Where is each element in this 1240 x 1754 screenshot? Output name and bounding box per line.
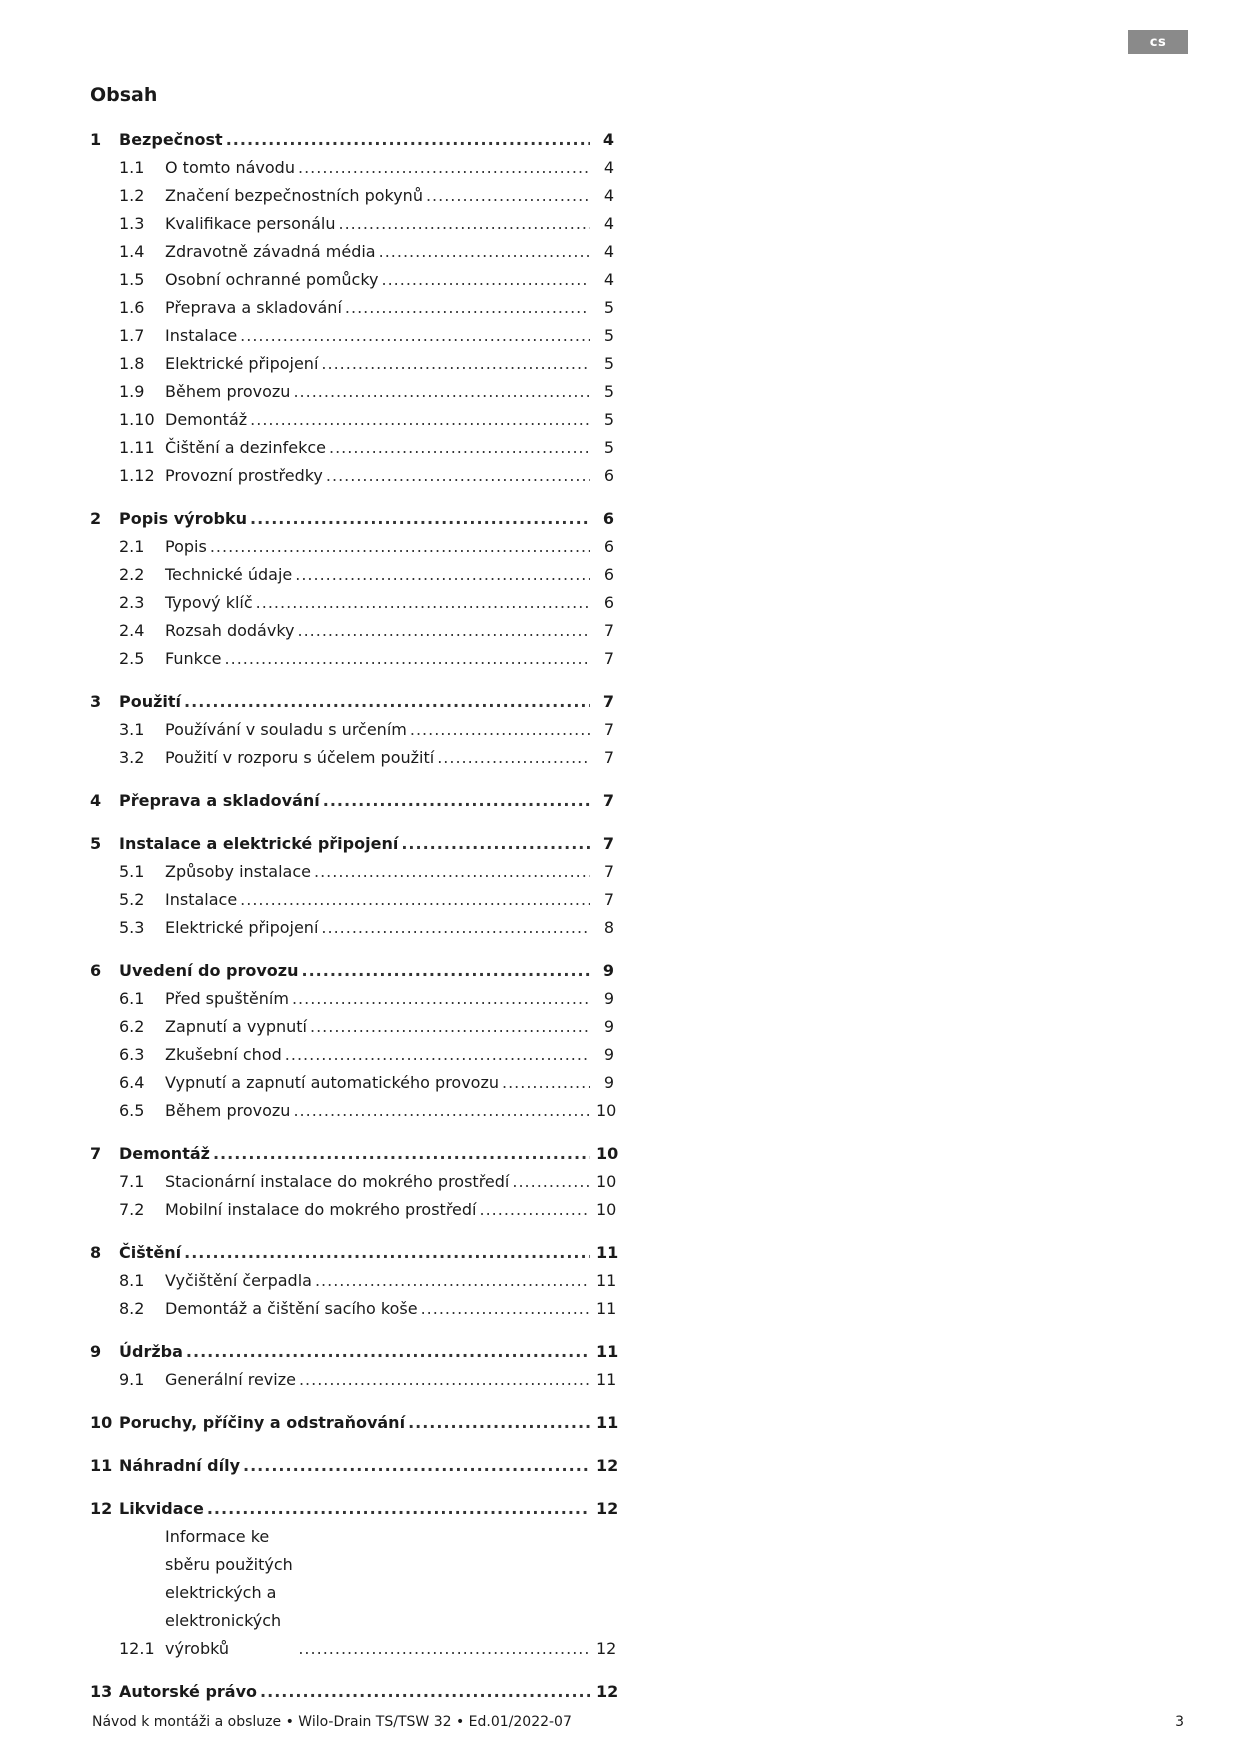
toc-subsection-entry[interactable] [90,434,614,462]
toc-entry-number: 12.1 [119,1639,155,1658]
toc-subsection-entry[interactable] [90,886,614,914]
toc-entry-number: 6.4 [119,1073,145,1092]
toc-section-entry[interactable] [90,1239,619,1267]
toc-title: Obsah [90,84,158,106]
toc-entry-title: Použití v rozporu s účelem použití [165,748,435,767]
toc-section [90,1409,619,1437]
toc-entry-title: Kvalifikace personálu [165,214,336,233]
toc-entry-label [165,462,596,490]
toc-entry-title: Instalace a elektrické připojení [119,834,399,853]
toc-entry-page: 4 [603,242,614,261]
toc-section [90,830,614,942]
toc-section-entry[interactable] [90,688,614,716]
toc-section [90,688,614,772]
toc-subsection-entry[interactable] [90,1168,617,1196]
toc-dot-leader [226,126,590,154]
toc-subsection-entry[interactable] [90,617,614,645]
toc-entry-page: 7 [603,862,614,881]
toc-entry-number: 1.1 [119,158,145,177]
toc-dot-leader [310,1013,590,1041]
toc-dot-leader [382,266,591,294]
toc-entry-page: 6 [602,509,614,528]
toc-section [90,1495,619,1663]
toc-entry-page: 12 [596,1682,619,1701]
toc-entry-label [165,1196,596,1224]
toc-entry-page: 5 [603,410,614,429]
toc-entry-number: 7.2 [119,1200,145,1219]
toc-entry-number: 1.12 [119,466,155,485]
toc-dot-leader [512,1168,590,1196]
toc-subsection-entry[interactable] [90,561,614,589]
toc-entry-title: Zkušební chod [165,1045,282,1064]
toc-subsection-entry[interactable] [90,1295,617,1323]
toc-entry-number: 13 [90,1682,113,1701]
toc-entry-number: 3.1 [119,720,145,739]
toc-subsection-entry[interactable] [90,462,614,490]
toc-dot-leader [502,1069,590,1097]
toc-entry-number: 6.2 [119,1017,145,1036]
toc-entry-label [165,1366,596,1394]
toc-section [90,787,614,815]
toc-entry-label [165,1097,596,1125]
toc-section [90,126,614,490]
toc-dot-leader [323,787,590,815]
toc-entry-page: 9 [603,1045,614,1064]
toc-entry-page: 4 [603,186,614,205]
toc-entry-title: Mobilní instalace do mokrého prostředí [165,1200,477,1219]
toc-entry-label [119,1239,596,1267]
toc-section-entry[interactable] [90,505,614,533]
footer-page-number: 3 [1175,1714,1184,1730]
toc-dot-leader [315,1267,590,1295]
toc-entry-title: Vyčištění čerpadla [165,1271,312,1290]
toc-entry-page: 9 [603,1073,614,1092]
toc-dot-leader [298,1635,590,1663]
toc-dot-leader [345,294,590,322]
toc-entry-label [165,1523,596,1663]
toc-entry-number: 11 [90,1456,113,1475]
toc-entry-label [165,744,596,772]
toc-entry-page: 5 [603,382,614,401]
toc-entry-page: 8 [603,918,614,937]
toc-entry-label [165,1168,596,1196]
toc-entry-number: 1.2 [119,186,145,205]
toc-dot-leader [240,886,590,914]
toc-entry-label [119,1678,596,1706]
toc-entry-page: 12 [596,1639,617,1658]
toc-entry-label [165,533,596,561]
toc-subsection-entry[interactable] [90,1196,617,1224]
toc-entry-title: Likvidace [119,1499,204,1518]
toc-entry-page: 4 [603,158,614,177]
toc-entry-label [119,957,596,985]
toc-section-entry[interactable] [90,126,614,154]
toc-entry-number: 3 [90,692,102,711]
toc-entry-label [165,561,596,589]
toc-entry-title: Bezpečnost [119,130,223,149]
toc-entry-number: 5.2 [119,890,145,909]
toc-entry-page: 6 [603,593,614,612]
toc-entry-page: 12 [596,1456,619,1475]
toc-entry-title: Technické údaje [165,565,293,584]
toc-entry-number: 6 [90,961,102,980]
toc-entry-title: Instalace [165,326,238,345]
toc-subsection-entry[interactable] [90,322,614,350]
toc-subsection-entry[interactable] [90,266,614,294]
toc-dot-leader [250,505,590,533]
toc-dot-leader [321,350,590,378]
toc-entry-title: Funkce [165,649,222,668]
toc-entry-label [119,787,596,815]
toc-dot-leader [295,561,590,589]
toc-dot-leader [285,1041,590,1069]
toc-entry-title: Elektrické připojení [165,918,319,937]
toc-entry-page: 11 [596,1342,619,1361]
toc-subsection-entry[interactable] [90,1267,617,1295]
toc-dot-leader [410,716,590,744]
toc-entry-title: Elektrické připojení [165,354,319,373]
toc-entry-page: 9 [603,1017,614,1036]
toc-entry-page: 4 [603,214,614,233]
toc-entry-title: Informace ke sběru použitých elektrických a elektronických výrobků [165,1527,293,1658]
toc-subsection-entry[interactable] [90,154,614,182]
toc-entry-number: 1.3 [119,214,145,233]
toc-subsection-entry[interactable] [90,744,614,772]
toc-entry-number: 12 [90,1499,113,1518]
toc-entry-page: 7 [603,649,614,668]
toc-entry-page: 7 [602,692,614,711]
toc-section [90,1239,619,1323]
toc-entry-number: 2.3 [119,593,145,612]
toc-entry-label [165,350,596,378]
toc-dot-leader [408,1409,590,1437]
toc-entry-title: Přeprava a skladování [119,791,320,810]
toc-entry-label [165,858,596,886]
toc-entry-page: 5 [603,326,614,345]
toc-entry-title: Náhradní díly [119,1456,241,1475]
toc-section-entry[interactable] [90,1678,619,1706]
toc-entry-label [165,617,596,645]
toc-entry-label [165,1013,596,1041]
toc-dot-leader [207,1495,590,1523]
toc-entry-label [165,645,596,673]
toc-dot-leader [240,322,590,350]
toc-subsection-entry[interactable] [90,1366,617,1394]
toc-entry-title: Značení bezpečnostních pokynů [165,186,423,205]
toc-entry-label [165,985,596,1013]
toc-entry-number: 1.7 [119,326,145,345]
toc-subsection-entry[interactable] [90,533,614,561]
toc-entry-label [165,1267,596,1295]
toc-entry-number: 2.1 [119,537,145,556]
toc-entry-page: 10 [596,1172,617,1191]
toc-entry-number: 1.5 [119,270,145,289]
toc-dot-leader [256,589,590,617]
toc-dot-leader [302,957,591,985]
toc-entry-title: Uvedení do provozu [119,961,299,980]
toc-subsection-entry[interactable] [90,182,614,210]
toc-dot-leader [299,1366,590,1394]
toc-entry-page: 7 [603,890,614,909]
toc-dot-leader [186,1338,590,1366]
toc-entry-page: 7 [603,720,614,739]
toc-entry-number: 7 [90,1144,102,1163]
toc-entry-title: Poruchy, příčiny a odstraňování [119,1413,406,1432]
toc-entry-title: Demontáž [119,1144,210,1163]
toc-entry-label [165,1069,596,1097]
toc-dot-leader [184,688,590,716]
toc-entry-page: 11 [596,1271,617,1290]
toc-entry-number: 1 [90,130,102,149]
toc-entry-label [165,294,596,322]
toc-entry-number: 9.1 [119,1370,145,1389]
toc-entry-page: 12 [596,1499,619,1518]
toc-entry-title: Čištění a dezinfekce [165,438,326,457]
toc-entry-title: Generální revize [165,1370,296,1389]
toc-entry-page: 7 [602,791,614,810]
toc-subsection-entry[interactable] [90,238,614,266]
toc-dot-leader [213,1140,590,1168]
toc-dot-leader [298,154,590,182]
toc-entry-page: 11 [596,1370,617,1389]
toc-subsection-entry[interactable] [90,858,614,886]
toc-entry-title: Před spuštěním [165,989,289,1008]
toc-section-entry[interactable] [90,957,614,985]
toc-section [90,1338,619,1394]
toc-entry-number: 2.4 [119,621,145,640]
toc-entry-page: 10 [596,1200,617,1219]
toc-entry-number: 1.6 [119,298,145,317]
toc-dot-leader [426,182,590,210]
toc-entry-number: 1.11 [119,438,155,457]
toc-entry-page: 10 [596,1101,617,1120]
toc-entry-page: 4 [602,130,614,149]
toc-entry-number: 8.1 [119,1271,145,1290]
table-of-contents [90,126,619,1721]
toc-entry-number: 2.5 [119,649,145,668]
toc-entry-page: 11 [596,1413,619,1432]
toc-subsection-entry[interactable] [90,1013,614,1041]
toc-subsection-entry[interactable] [90,716,614,744]
toc-entry-title: Demontáž a čištění sacího koše [165,1299,418,1318]
toc-entry-number: 4 [90,791,102,810]
toc-entry-title: Zdravotně závadná média [165,242,376,261]
toc-dot-leader [260,1678,590,1706]
toc-dot-leader [314,858,590,886]
toc-section [90,1452,619,1480]
toc-entry-number: 1.4 [119,242,145,261]
language-badge: cs [1128,30,1188,54]
toc-entry-page: 7 [603,748,614,767]
toc-entry-title: Používání v souladu s určením [165,720,407,739]
toc-entry-title: Osobní ochranné pomůcky [165,270,379,289]
toc-subsection-entry[interactable] [90,406,614,434]
toc-entry-title: Stacionární instalace do mokrého prostředí [165,1172,510,1191]
toc-entry-page: 5 [603,438,614,457]
toc-entry-page: 5 [603,354,614,373]
toc-entry-page: 4 [603,270,614,289]
toc-section-entry[interactable] [90,1409,619,1437]
toc-section-entry[interactable] [90,1495,619,1523]
toc-section-entry[interactable] [90,830,614,858]
toc-entry-number: 5.1 [119,862,145,881]
toc-subsection-entry[interactable] [90,1041,614,1069]
toc-dot-leader [298,617,591,645]
toc-entry-label [119,1140,596,1168]
toc-entry-title: Způsoby instalace [165,862,311,881]
toc-section [90,1140,619,1224]
toc-entry-number: 8.2 [119,1299,145,1318]
toc-entry-page: 5 [603,298,614,317]
toc-entry-label [119,1452,596,1480]
toc-entry-number: 1.9 [119,382,145,401]
toc-subsection-entry[interactable] [90,350,614,378]
toc-entry-number: 2 [90,509,102,528]
toc-dot-leader [293,378,590,406]
toc-entry-page: 9 [602,961,614,980]
toc-entry-label [165,210,596,238]
toc-subsection-entry[interactable] [90,210,614,238]
toc-entry-number: 10 [90,1413,113,1432]
toc-entry-page: 11 [596,1299,617,1318]
toc-dot-leader [225,645,590,673]
toc-entry-title: Během provozu [165,382,291,401]
toc-entry-label [165,154,596,182]
toc-entry-number: 6.1 [119,989,145,1008]
toc-subsection-entry[interactable] [90,589,614,617]
toc-entry-title: O tomto návodu [165,158,295,177]
toc-subsection-entry[interactable] [90,985,614,1013]
toc-entry-number: 7.1 [119,1172,145,1191]
toc-entry-title: Autorské právo [119,1682,258,1701]
toc-entry-number: 9 [90,1342,102,1361]
toc-section-entry[interactable] [90,1452,619,1480]
toc-entry-title: Instalace [165,890,238,909]
toc-dot-leader [250,406,590,434]
toc-subsection-entry[interactable] [90,1097,617,1125]
toc-dot-leader [421,1295,590,1323]
toc-entry-label [119,830,596,858]
toc-entry-page: 9 [603,989,614,1008]
toc-entry-number: 6.5 [119,1101,145,1120]
toc-entry-label [119,1338,596,1366]
toc-section-entry[interactable] [90,787,614,815]
toc-entry-title: Provozní prostředky [165,466,323,485]
toc-entry-label [119,1409,596,1437]
toc-entry-label [165,182,596,210]
toc-entry-label [165,238,596,266]
footer-text: Návod k montáži a obsluze • Wilo-Drain TS/TSW 32 • Ed.01/2022-07 [92,1714,572,1730]
toc-entry-title: Čištění [119,1243,182,1262]
toc-entry-label [119,688,596,716]
toc-dot-leader [210,533,590,561]
toc-entry-page: 7 [602,834,614,853]
toc-dot-leader [321,914,590,942]
toc-entry-title: Přeprava a skladování [165,298,342,317]
toc-entry-number: 2.2 [119,565,145,584]
toc-entry-label [165,589,596,617]
toc-entry-title: Zapnutí a vypnutí [165,1017,307,1036]
toc-entry-label [165,434,596,462]
toc-subsection-entry[interactable] [90,294,614,322]
toc-entry-label [165,266,596,294]
toc-section [90,505,614,673]
toc-entry-page: 7 [603,621,614,640]
toc-entry-title: Během provozu [165,1101,291,1120]
toc-dot-leader [184,1239,590,1267]
toc-entry-page: 10 [596,1144,619,1163]
toc-entry-title: Použití [119,692,182,711]
toc-entry-number: 3.2 [119,748,145,767]
toc-entry-label [165,886,596,914]
toc-dot-leader [326,462,590,490]
toc-dot-leader [329,434,590,462]
toc-entry-label [119,126,596,154]
toc-entry-number: 1.10 [119,410,155,429]
toc-entry-title: Demontáž [165,410,248,429]
toc-subsection-entry[interactable] [90,1523,617,1663]
toc-dot-leader [379,238,590,266]
toc-subsection-entry[interactable] [90,1069,614,1097]
toc-dot-leader [243,1452,590,1480]
toc-dot-leader [437,744,590,772]
toc-entry-number: 5.3 [119,918,145,937]
toc-entry-number: 1.8 [119,354,145,373]
toc-entry-title: Vypnutí a zapnutí automatického provozu [165,1073,499,1092]
toc-entry-title: Údržba [119,1342,183,1361]
toc-dot-leader [338,210,590,238]
toc-entry-label [165,716,596,744]
toc-entry-page: 6 [603,466,614,485]
toc-entry-label [119,505,596,533]
toc-entry-title: Popis výrobku [119,509,247,528]
toc-dot-leader [293,1097,590,1125]
toc-dot-leader [401,830,590,858]
toc-entry-number: 5 [90,834,102,853]
toc-section [90,1678,619,1706]
toc-subsection-entry[interactable] [90,914,614,942]
toc-section-entry[interactable] [90,1140,619,1168]
toc-entry-title: Typový klíč [165,593,253,612]
toc-entry-title: Rozsah dodávky [165,621,295,640]
toc-entry-label [165,322,596,350]
toc-subsection-entry[interactable] [90,645,614,673]
toc-entry-page: 6 [603,537,614,556]
toc-entry-number: 6.3 [119,1045,145,1064]
toc-dot-leader [292,985,590,1013]
toc-entry-label [165,378,596,406]
toc-dot-leader [480,1196,591,1224]
toc-entry-label [165,406,596,434]
toc-entry-label [165,914,596,942]
toc-entry-label [165,1295,596,1323]
toc-subsection-entry[interactable] [90,378,614,406]
toc-entry-title: Popis [165,537,207,556]
toc-entry-page: 11 [596,1243,619,1262]
toc-entry-number: 8 [90,1243,102,1262]
toc-section [90,957,617,1125]
toc-entry-page: 6 [603,565,614,584]
toc-entry-label [119,1495,596,1523]
toc-entry-label [165,1041,596,1069]
toc-section-entry[interactable] [90,1338,619,1366]
